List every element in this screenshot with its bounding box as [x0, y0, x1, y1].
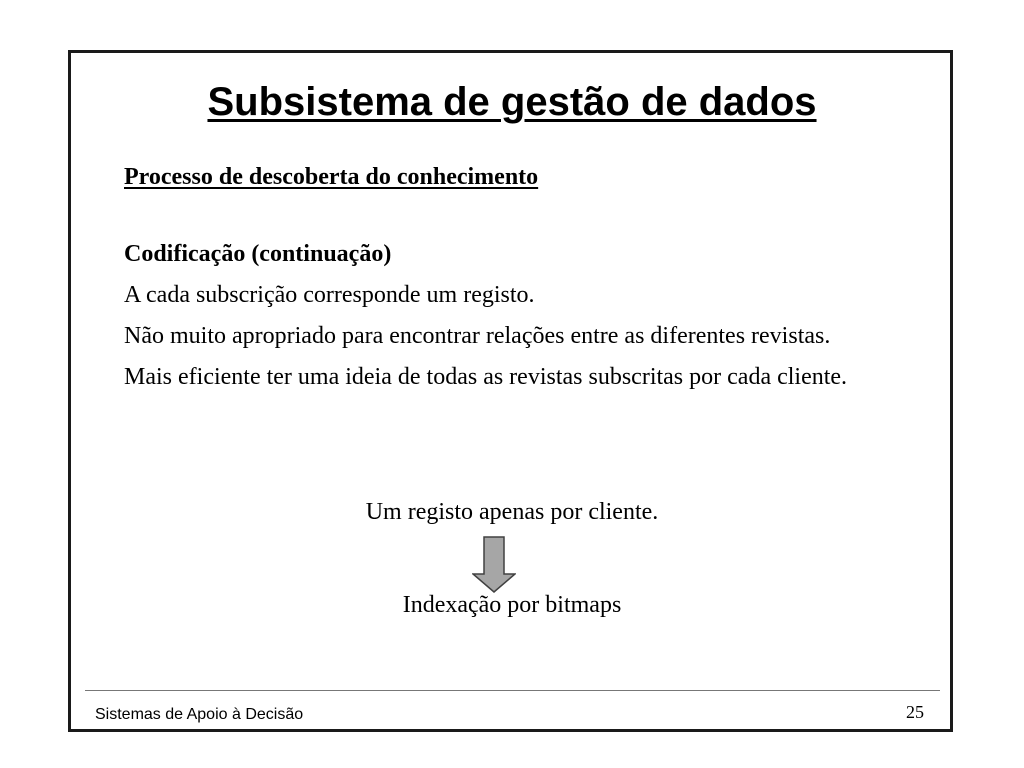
- down-arrow-icon: [472, 536, 516, 594]
- paragraph-2: Não muito apropriado para encontrar relações entre as diferentes revistas.: [124, 323, 831, 349]
- center-text: Um registo apenas por cliente.: [365, 499, 659, 525]
- footer-divider: [85, 690, 940, 691]
- result-text: Indexação por bitmaps: [402, 592, 622, 618]
- slide-subtitle: Processo de descoberta do conhecimento: [124, 164, 539, 190]
- page-number: 25: [906, 702, 924, 722]
- slide-title: Subsistema de gestão de dados: [207, 80, 817, 124]
- paragraph-1: A cada subscrição corresponde um registo.: [124, 282, 535, 308]
- footer-course: Sistemas de Apoio à Decisão: [95, 706, 304, 723]
- section-heading: Codificação (continuação): [124, 241, 392, 267]
- slide-body: [124, 162, 889, 393]
- paragraph-3: Mais eficiente ter uma ideia de todas as revistas subscritas por cada cliente.: [124, 364, 848, 390]
